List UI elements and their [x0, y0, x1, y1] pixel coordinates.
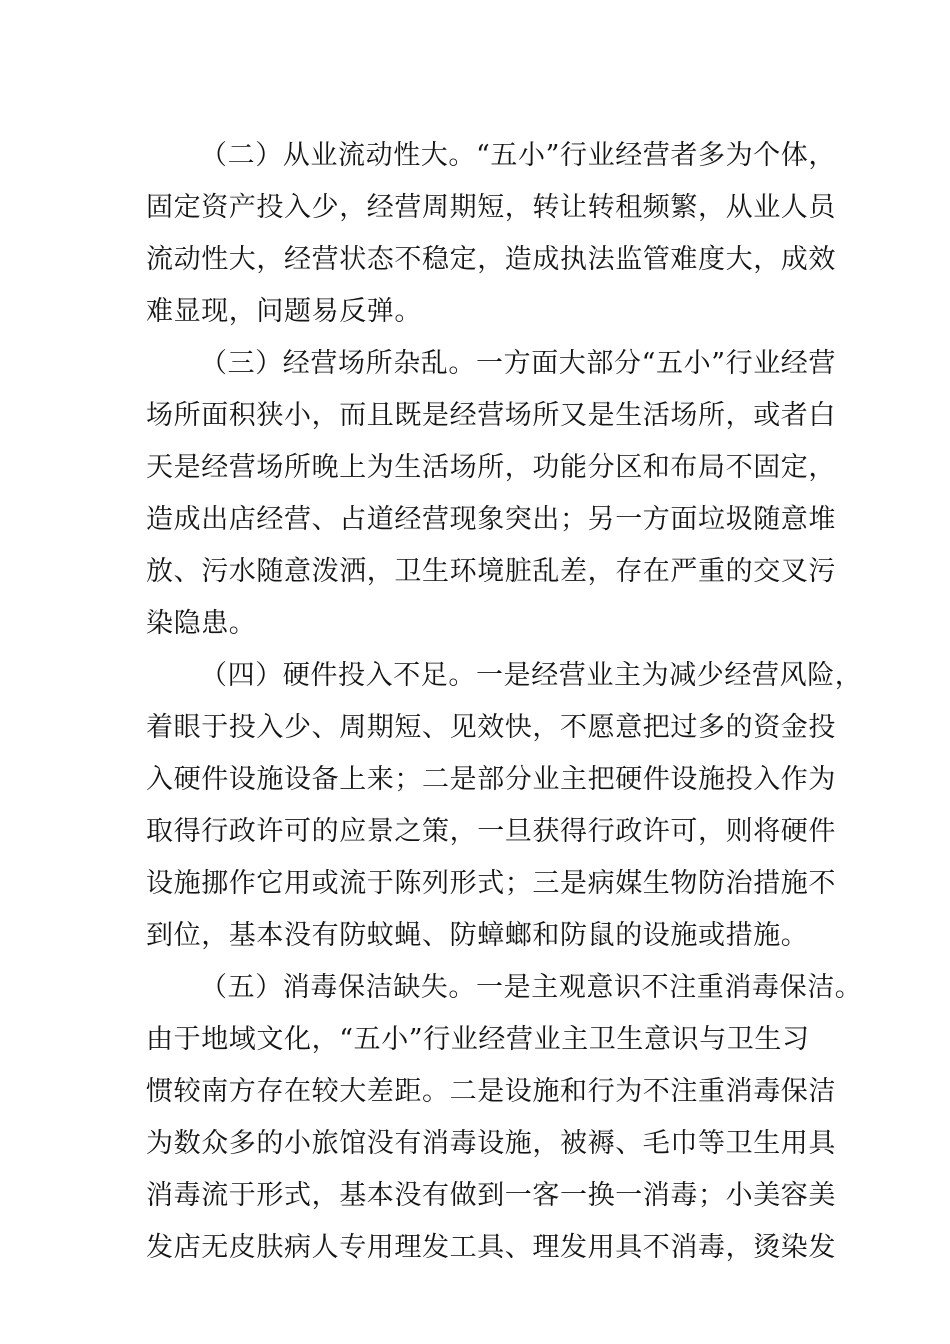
paragraph-4-line-6: 到位，基本没有防蚊蝇、防蟑螂和防鼠的设施或措施。 [146, 920, 809, 951]
paragraph-4-line-5: 设施挪作它用或流于陈列形式；三是病媒生物防治措施不 [146, 868, 836, 899]
paragraph-4-line-4: 取得行政许可的应景之策，一旦获得行政许可，则将硬件 [146, 816, 836, 847]
paragraph-2-line-1: （二）从业流动性大。“五小”行业经营者多为个体， [200, 140, 837, 171]
paragraph-5-line-2: 由于地域文化，“五小”行业经营业主卫生意识与卫生习 [146, 1024, 810, 1055]
paragraph-4-line-1: （四）硬件投入不足。一是经营业主为减少经营风险， [200, 660, 863, 691]
paragraph-5-line-5: 消毒流于形式，基本没有做到一客一换一消毒；小美容美 [146, 1180, 836, 1211]
paragraph-3-line-4: 造成出店经营、占道经营现象突出；另一方面垃圾随意堆 [146, 504, 836, 535]
paragraph-3-line-5: 放、污水随意泼洒，卫生环境脏乱差，存在严重的交叉污 [146, 556, 836, 587]
paragraph-5-line-1: （五）消毒保洁缺失。一是主观意识不注重消毒保洁。 [200, 972, 863, 1003]
paragraph-2-line-4: 难显现，问题易反弹。 [146, 296, 422, 327]
paragraph-4-line-2: 着眼于投入少、周期短、见效快，不愿意把过多的资金投 [146, 712, 836, 743]
paragraph-3-line-3: 天是经营场所晚上为生活场所，功能分区和布局不固定， [146, 452, 836, 483]
paragraph-5-line-6: 发店无皮肤病人专用理发工具、理发用具不消毒，烫染发 [146, 1232, 836, 1263]
paragraph-5-line-3: 惯较南方存在较大差距。二是设施和行为不注重消毒保洁 [146, 1076, 836, 1107]
paragraph-3-line-6: 染隐患。 [146, 608, 257, 639]
paragraph-2-line-2: 固定资产投入少，经营周期短，转让转租频繁，从业人员 [146, 192, 836, 223]
paragraph-5-line-4: 为数众多的小旅馆没有消毒设施，被褥、毛巾等卫生用具 [146, 1128, 836, 1159]
paragraph-3-line-2: 场所面积狭小，而且既是经营场所又是生活场所，或者白 [146, 400, 836, 431]
paragraph-3-line-1: （三）经营场所杂乱。一方面大部分“五小”行业经营 [200, 348, 837, 379]
paragraph-4-line-3: 入硬件设施设备上来；二是部分业主把硬件设施投入作为 [146, 764, 836, 795]
paragraph-2-line-3: 流动性大，经营状态不稳定，造成执法监管难度大，成效 [146, 244, 836, 275]
